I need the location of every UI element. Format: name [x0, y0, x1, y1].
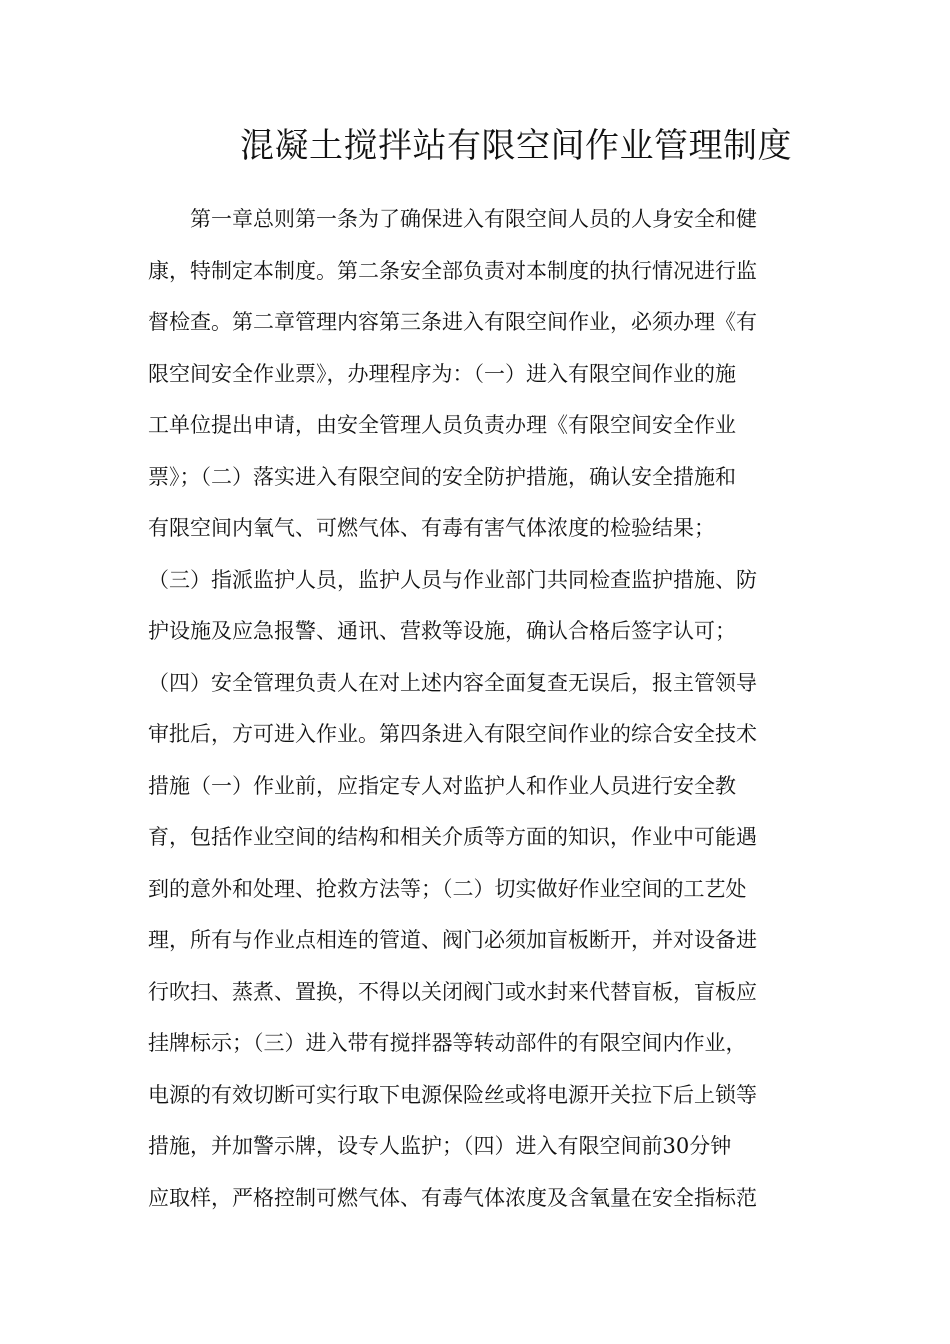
body-line: 第一章总则第一条为了确保进入有限空间人员的人身安全和健 [190, 207, 757, 231]
body-line: 康，特制定本制度。第二条安全部负责对本制度的执行情况进行监 [148, 258, 757, 283]
body-line: 票》；（二）落实进入有限空间的安全防护措施，确认安全措施和 [148, 464, 736, 489]
body-line: 工单位提出申请，由安全管理人员负责办理《有限空间安全作业 [148, 413, 736, 437]
body-line: 措施，并加警示牌，设专人监护；（四）进入有限空间前30分钟 [148, 1134, 732, 1158]
body-line: 督检查。第二章管理内容第三条进入有限空间作业，必须办理《有 [148, 310, 757, 334]
body-line: 应取样，严格控制可燃气体、有毒气体浓度及含氧量在安全指标范 [148, 1185, 757, 1210]
body-line: 理，所有与作业点相连的管道、阀门必须加盲板断开，并对设备进 [148, 928, 757, 952]
body-line: 限空间安全作业票》，办理程序为：（一）进入有限空间作业的施 [148, 361, 736, 386]
body-line: （三）指派监护人员，监护人员与作业部门共同检查监护措施、防 [148, 567, 757, 592]
document-title: 混凝土搅拌站有限空间作业管理制度 [240, 126, 792, 166]
document-body [148, 194, 808, 1224]
body-line: 措施（一）作业前，应指定专人对监护人和作业人员进行安全教 [148, 773, 736, 798]
body-line: 有限空间内氧气、可燃气体、有毒有害气体浓度的检验结果； [148, 516, 715, 540]
body-line: 行吹扫、蒸煮、置换，不得以关闭阀门或水封来代替盲板，盲板应 [148, 979, 757, 1004]
body-line: 电源的有效切断可实行取下电源保险丝或将电源开关拉下后上锁等 [148, 1082, 757, 1107]
body-line: 审批后，方可进入作业。第四条进入有限空间作业的综合安全技术 [148, 722, 757, 746]
body-line: 护设施及应急报警、通讯、营救等设施，确认合格后签字认可； [148, 619, 736, 643]
body-line: 育，包括作业空间的结构和相关介质等方面的知识，作业中可能遇 [148, 825, 757, 849]
body-line: 到的意外和处理、抢救方法等；（二）切实做好作业空间的工艺处 [148, 876, 747, 901]
body-line: （四）安全管理负责人在对上述内容全面复查无误后，报主管领导 [148, 670, 757, 695]
body-line: 挂牌标示；（三）进入带有搅拌器等转动部件的有限空间内作业， [148, 1031, 747, 1055]
